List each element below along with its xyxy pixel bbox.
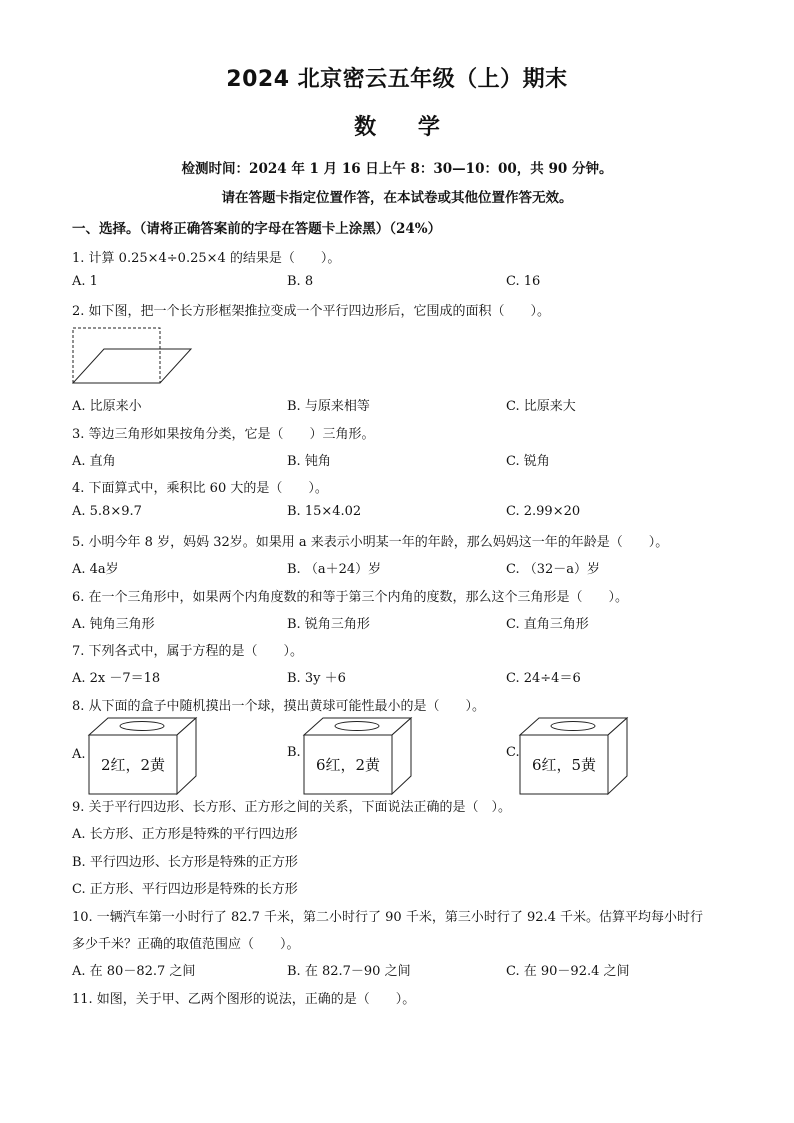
q2-option-b[interactable]: B. 与原来相等 [287,399,370,414]
q5-option-c[interactable]: C. （32－a）岁 [506,562,601,577]
question-10-continued: 多少千米？正确的取值范围应（ ）。 [72,937,300,952]
question-2: 2. 如下图，把一个长方形框架推拉变成一个平行四边形后，它围成的面积（ ）。 [72,304,551,319]
subject-title: 数 学 [354,115,440,140]
q9-option-c[interactable]: C. 正方形、平行四边形是特殊的长方形 [72,882,298,897]
q8-option-b[interactable]: B. [287,745,301,760]
q7-option-b[interactable]: B. 3y ＋6 [287,671,346,686]
question-6: 6. 在一个三角形中，如果两个内角度数的和等于第三个内角的度数，那么这个三角形是（ ）。 [72,590,629,605]
q3-option-c[interactable]: C. 锐角 [506,454,550,469]
q1-option-b[interactable]: B. 8 [287,274,314,289]
q5-option-b[interactable]: B. （a＋24）岁 [287,562,382,577]
question-1: 1. 计算 0.25×4÷0.25×4 的结果是（ ）。 [72,251,341,266]
box-c-label: 6红，5黄 [531,756,597,774]
q4-option-a[interactable]: A. 5.8×9.7 [72,504,142,519]
box-b-label: 6红，2黄 [315,756,381,774]
question-10: 10. 一辆汽车第一小时行了 82.7 千米，第二小时行了 90 千米，第三小时行了 92.4 千米。估算平均每小时行 [72,910,704,925]
exam-time: 检测时间：2024 年 1 月 16 日上午 8：30—10：00，共 90 分钟。 [181,161,613,177]
section-title: 一、选择。（请将正确答案前的字母在答题卡上涂黑）（24%） [72,221,442,237]
q1-option-c[interactable]: C. 16 [506,274,541,289]
q9-option-b[interactable]: B. 平行四边形、长方形是特殊的正方形 [72,855,298,870]
q4-option-c[interactable]: C. 2.99×20 [506,504,581,519]
q6-option-c[interactable]: C. 直角三角形 [506,617,589,632]
q10-option-c[interactable]: C. 在 90－92.4 之间 [506,964,630,979]
q3-option-b[interactable]: B. 钝角 [287,454,331,469]
q10-option-a[interactable]: A. 在 80－82.7 之间 [72,964,196,979]
question-11: 11. 如图，关于甲、乙两个图形的说法，正确的是（ ）。 [72,992,416,1007]
question-4: 4. 下面算式中，乘积比 60 大的是（ ）。 [72,481,328,496]
q2-option-a[interactable]: A. 比原来小 [72,399,142,414]
q8-option-c[interactable]: C. [506,745,520,760]
question-3: 3. 等边三角形如果按角分类，它是（ ）三角形。 [72,427,375,442]
q9-option-a[interactable]: A. 长方形、正方形是特殊的平行四边形 [72,827,298,842]
ball-box-c [519,717,629,797]
question-9: 9. 关于平行四边形、长方形、正方形之间的关系，下面说法正确的是（ ）。 [72,800,512,815]
q8-option-a[interactable]: A. [72,747,86,762]
ball-box-b [303,717,413,797]
rectangle-parallelogram-figure [72,327,194,387]
q2-option-c[interactable]: C. 比原来大 [506,399,576,414]
q3-option-a[interactable]: A. 直角 [72,454,116,469]
page-title: 2024 北京密云五年级（上）期末 [226,67,568,92]
box-a-label: 2红，2黄 [100,756,166,774]
q5-option-a[interactable]: A. 4a岁 [72,562,119,577]
q4-option-b[interactable]: B. 15×4.02 [287,504,362,519]
question-7: 7. 下列各式中，属于方程的是（ ）。 [72,644,304,659]
question-8: 8. 从下面的盒子中随机摸出一个球，摸出黄球可能性最小的是（ ）。 [72,699,486,714]
ball-box-a [88,717,198,797]
q6-option-b[interactable]: B. 锐角三角形 [287,617,370,632]
q1-option-a[interactable]: A. 1 [72,274,98,289]
q6-option-a[interactable]: A. 钝角三角形 [72,617,155,632]
answer-instruction: 请在答题卡指定位置作答，在本试卷或其他位置作答无效。 [221,190,573,206]
q7-option-a[interactable]: A. 2x －7＝18 [72,671,161,686]
question-5: 5. 小明今年 8 岁，妈妈 32岁。如果用 a 来表示小明某一年的年龄，那么妈妈这一年的年龄是（ ）。 [72,535,669,550]
q7-option-c[interactable]: C. 24÷4＝6 [506,671,581,686]
q10-option-b[interactable]: B. 在 82.7－90 之间 [287,964,411,979]
